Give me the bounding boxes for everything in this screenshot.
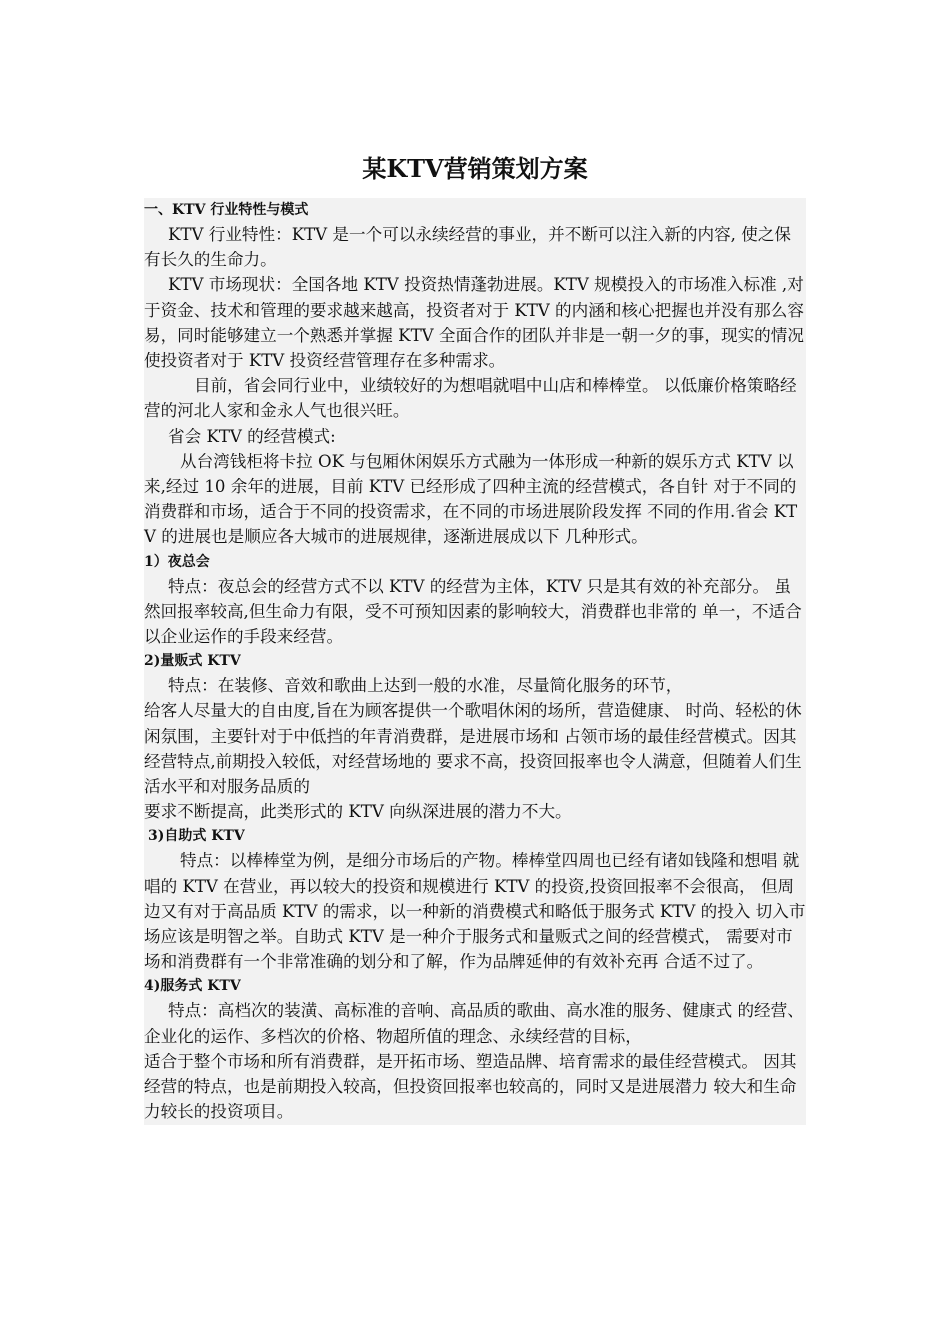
paragraph: 特点：高档次的装潢、高标准的音响、高品质的歌曲、高水准的服务、健康式 的经营、企业化的运作、多档次的价格、物超所值的理念、永续经营的目标， <box>144 1001 804 1046</box>
document-body <box>144 198 806 1125</box>
paragraph: 适合于整个市场和所有消费群，是开拓市场、塑造品牌、培育需求的最佳经营模式。 因其经营的特点，也是前期投入较高，但投资回报率也较高的，同时又是进展潜力 较大和生命力较长的投资项目。 <box>144 1051 797 1122</box>
paragraph: 要求不断提高，此类形式的 KTV 向纵深进展的潜力不大。 <box>144 802 572 822</box>
paragraph: 从台湾钱柜将卡拉 OK 与包厢休闲娱乐方式融为一体形成一种新的娱乐方式 KTV 以来,经过 10 余年的进展，目前 KTV 已经形成了四种主流的经营模式，各自针 对于不同的消费群和市场，适合于不同的投资需求，在不同的市场进展阶段发挥 不同的作用.省会 KTV 的进展也是顺应各大城市的进展规律，逐渐进展成以下 几种形式。 <box>144 451 798 547</box>
page-title: 某KTV营销策划方案 <box>362 154 588 183</box>
paragraph: 特点：夜总会的经营方式不以 KTV 的经营为主体，KTV 只是其有效的补充部分。 虽然回报率较高,但生命力有限，受不可预知因素的影响较大，消费群也非常的 单一，不适合以企业运作的手段来经营。 <box>144 576 802 647</box>
section-heading: 一、KTV 行业特性与模式 <box>144 202 309 218</box>
paragraph: 特点：以棒棒堂为例，是细分市场后的产物。棒棒堂四周也已经有诸如钱隆和想唱 就唱的 KTV 在营业，再以较大的投资和规模进行 KTV 的投资,投资回报率不会很高， 但周边又有对于高品质 KTV 的需求，以一种新的消费模式和略低于服务式 KTV 的投入 切入市场应该是明智之举。自助式 KTV 是一种介于服务式和量贩式之间的经营模式， 需要对市场和消费群有一个非常准确的划分和了解，作为品牌延伸的有效补充再 合适不过了。 <box>144 851 806 972</box>
paragraph: KTV 市场现状：全国各地 KTV 投资热情蓬勃进展。KTV 规模投入的市场准入标准 ,对于资金、技术和管理的要求越来越高，投资者对于 KTV 的内涵和核心把握也并没有那么容易，同时能够建立一个熟悉并掌握 KTV 全面合作的团队并非是一朝一夕的事，现实的情况使投资者对于 KTV 投资经营管理存在多种需求。 <box>144 275 804 371</box>
paragraph: 特点：在装修、音效和歌曲上达到一般的水准，尽量简化服务的环节， <box>168 676 683 696</box>
paragraph: KTV 行业特性：KTV 是一个可以永续经营的事业，并不断可以注入新的内容, 使之保有长久的生命力。 <box>144 225 791 270</box>
paragraph: 给客人尽量大的自由度,旨在为顾客提供一个歌唱休闲的场所，营造健康、 时尚、轻松的休闲氛围，主要针对于中低挡的年青消费群，是进展市场和 占领市场的最佳经营模式。因其经营特点,前期投入较低，对经营场地的 要求不高，投资回报率也令人满意，但随着人们生活水平和对服务品质的 <box>144 701 802 797</box>
paragraph: 省会 KTV 的经营模式: <box>168 426 336 446</box>
section-heading: 4)服务式 KTV <box>144 978 241 995</box>
paragraph: 目前，省会同行业中，业绩较好的为想唱就唱中山店和棒棒堂。 以低廉价格策略经营的河北人家和金永人气也很兴旺。 <box>144 376 797 421</box>
section-heading: 3)自助式 KTV <box>148 828 245 845</box>
section-heading: 2)量贩式 KTV <box>144 653 241 670</box>
section-heading: 1）夜总会 <box>144 553 210 570</box>
